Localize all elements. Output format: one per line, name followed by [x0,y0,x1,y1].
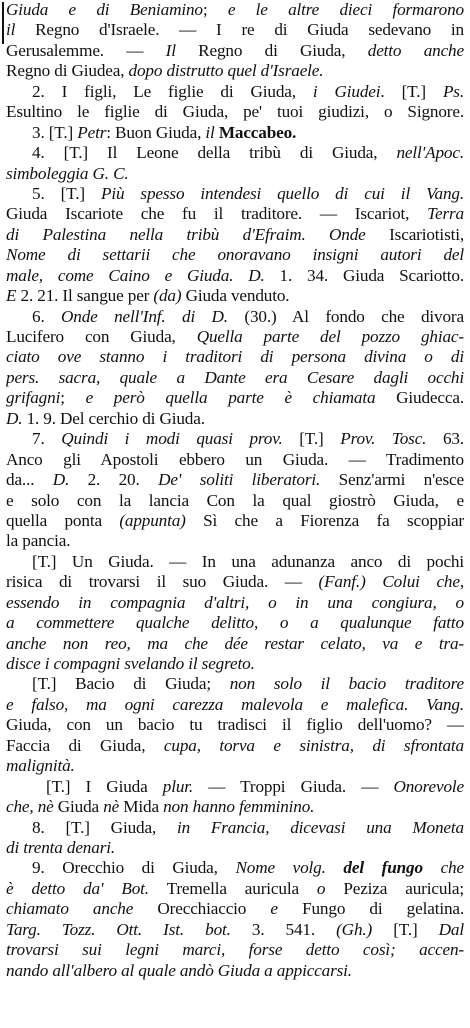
text-line: E 2. 21. Il sangue per (da) Giuda venduto. [6,286,290,306]
text-line: è detto da' Bot. Tremella auricula o Peziza auricula; [6,878,464,898]
text-line: Nome di settarii che onoravano insigni autori del [6,245,464,265]
text-line: e falso, ma ogni carezza malevola e malefica. Vang. [6,694,464,714]
text-line: disce i compagni svelando il segreto. [6,654,255,673]
text-line: di Palestina nella tribù d'Efraim. Onde Iscariotisti, [6,224,464,244]
text-line: Targ. Tozz. Ott. Ist. bot. 3. 541. (Gh.) [T.] Dal [6,919,464,939]
text-line: pers. sacra, quale a Dante era Cesare dagli occhi [6,367,464,387]
text-line: nando all'albero al quale andò Giuda a appiccarsi. [6,960,352,980]
text-line: 6. Onde nell'Inf. di D. (30.) Al fondo che divora [32,306,464,326]
text-line: essendo in compagnia d'altri, o in una congiura, o [6,592,464,612]
text-line: Giuda Iscariote che fu il traditore. — Iscariot, Terra [6,204,464,224]
text-line: Giuda e di Beniamino; e le altre dieci formarono [6,0,464,19]
text-line: il Regno d'Israele. — I re di Giuda sedevano in [6,20,464,40]
text-line: Gerusalemme. — Il Regno di Giuda, detto anche [6,40,464,60]
text-line: [T.] Bacio di Giuda; non solo il bacio traditore [32,674,464,694]
text-line: la pancia. [6,531,71,551]
text-line: 4. [T.] Il Leone della tribù di Giuda, nell'Apoc. [32,143,464,163]
text-line: [T.] I Giuda plur. — Troppi Giuda. — Onorevole [46,776,464,796]
text-line: 7. Quindi i modi quasi prov. [T.] Prov. Tosc. 63. [32,429,464,449]
text-line: [T.] Un Giuda. — In una adunanza anco di pochi [32,551,464,571]
text-line: male, come Caino e Giuda. D. 1. 34. Giuda Scariotto. [6,265,464,285]
text-line: Lucifero con Giuda, Quella parte del pozzo ghiac- [6,327,464,346]
dictionary-entry-text [6,0,464,981]
text-line: simboleggia G. C. [6,163,129,183]
text-line: Faccia di Giuda, cupa, torva e sinistra, di sfrontata [6,735,464,755]
text-line: grifagni; e però quella parte è chiamata Giudecca. [6,388,464,408]
text-line: quella ponta (appunta) Sì che a Fiorenza fa scoppiar [6,510,464,530]
text-line: anche non reo, ma che dée restar celato, va e tra- [6,633,464,653]
text-line: da... D. 2. 20. De' soliti liberatori. Senz'armi n'esce [6,470,464,490]
text-line: risica di trovarsi il suo Giuda. — (Fanf.) Colui che, [6,572,464,592]
text-line: ciato ove stanno i traditori di persona divina o di [6,347,464,367]
text-line: a commettere qualche delitto, o a qualunque fatto [6,613,464,633]
text-line: di trenta denari. [6,837,116,857]
text-line: Regno di Giudea, dopo distrutto quel d'Israele. [6,61,324,81]
text-line: 5. [T.] Più spesso intendesi quello di cui il Vang. [32,183,464,203]
column-rule [2,2,4,44]
text-line: 3. [T.] Petr: Buon Giuda, il Maccabeo. [32,122,297,142]
text-line: trovarsi sui legni marci, forse detto così; accen- [6,940,464,960]
text-line: 8. [T.] Giuda, in Francia, dicevasi una Moneta [32,817,464,837]
text-line: che, nè Giuda nè Mida non hanno femminino. [6,797,315,817]
text-line: D. 1. 9. Del cerchio di Giuda. [6,408,205,428]
text-line: Anco gli Apostoli ebbero un Giuda. — Tradimento [6,449,464,469]
text-line: 9. Orecchio di Giuda, Nome volg. del fungo che [32,858,464,878]
text-line: e solo con la lancia Con la qual giostrò Giuda, e [6,490,464,510]
text-line: 2. I figli, Le figlie di Giuda, i Giudei. [T.] Ps. [32,81,464,101]
text-line: malignità. [6,756,75,776]
text-line: chiamato anche Orecchiaccio e Fungo di gelatina. [6,899,464,919]
text-line: Giuda, con un bacio tu tradisci il figlio dell'uomo? — [6,715,464,735]
text-line: Esultino le figlie di Giuda, pe' tuoi giudizi, o Signore. [6,102,464,122]
